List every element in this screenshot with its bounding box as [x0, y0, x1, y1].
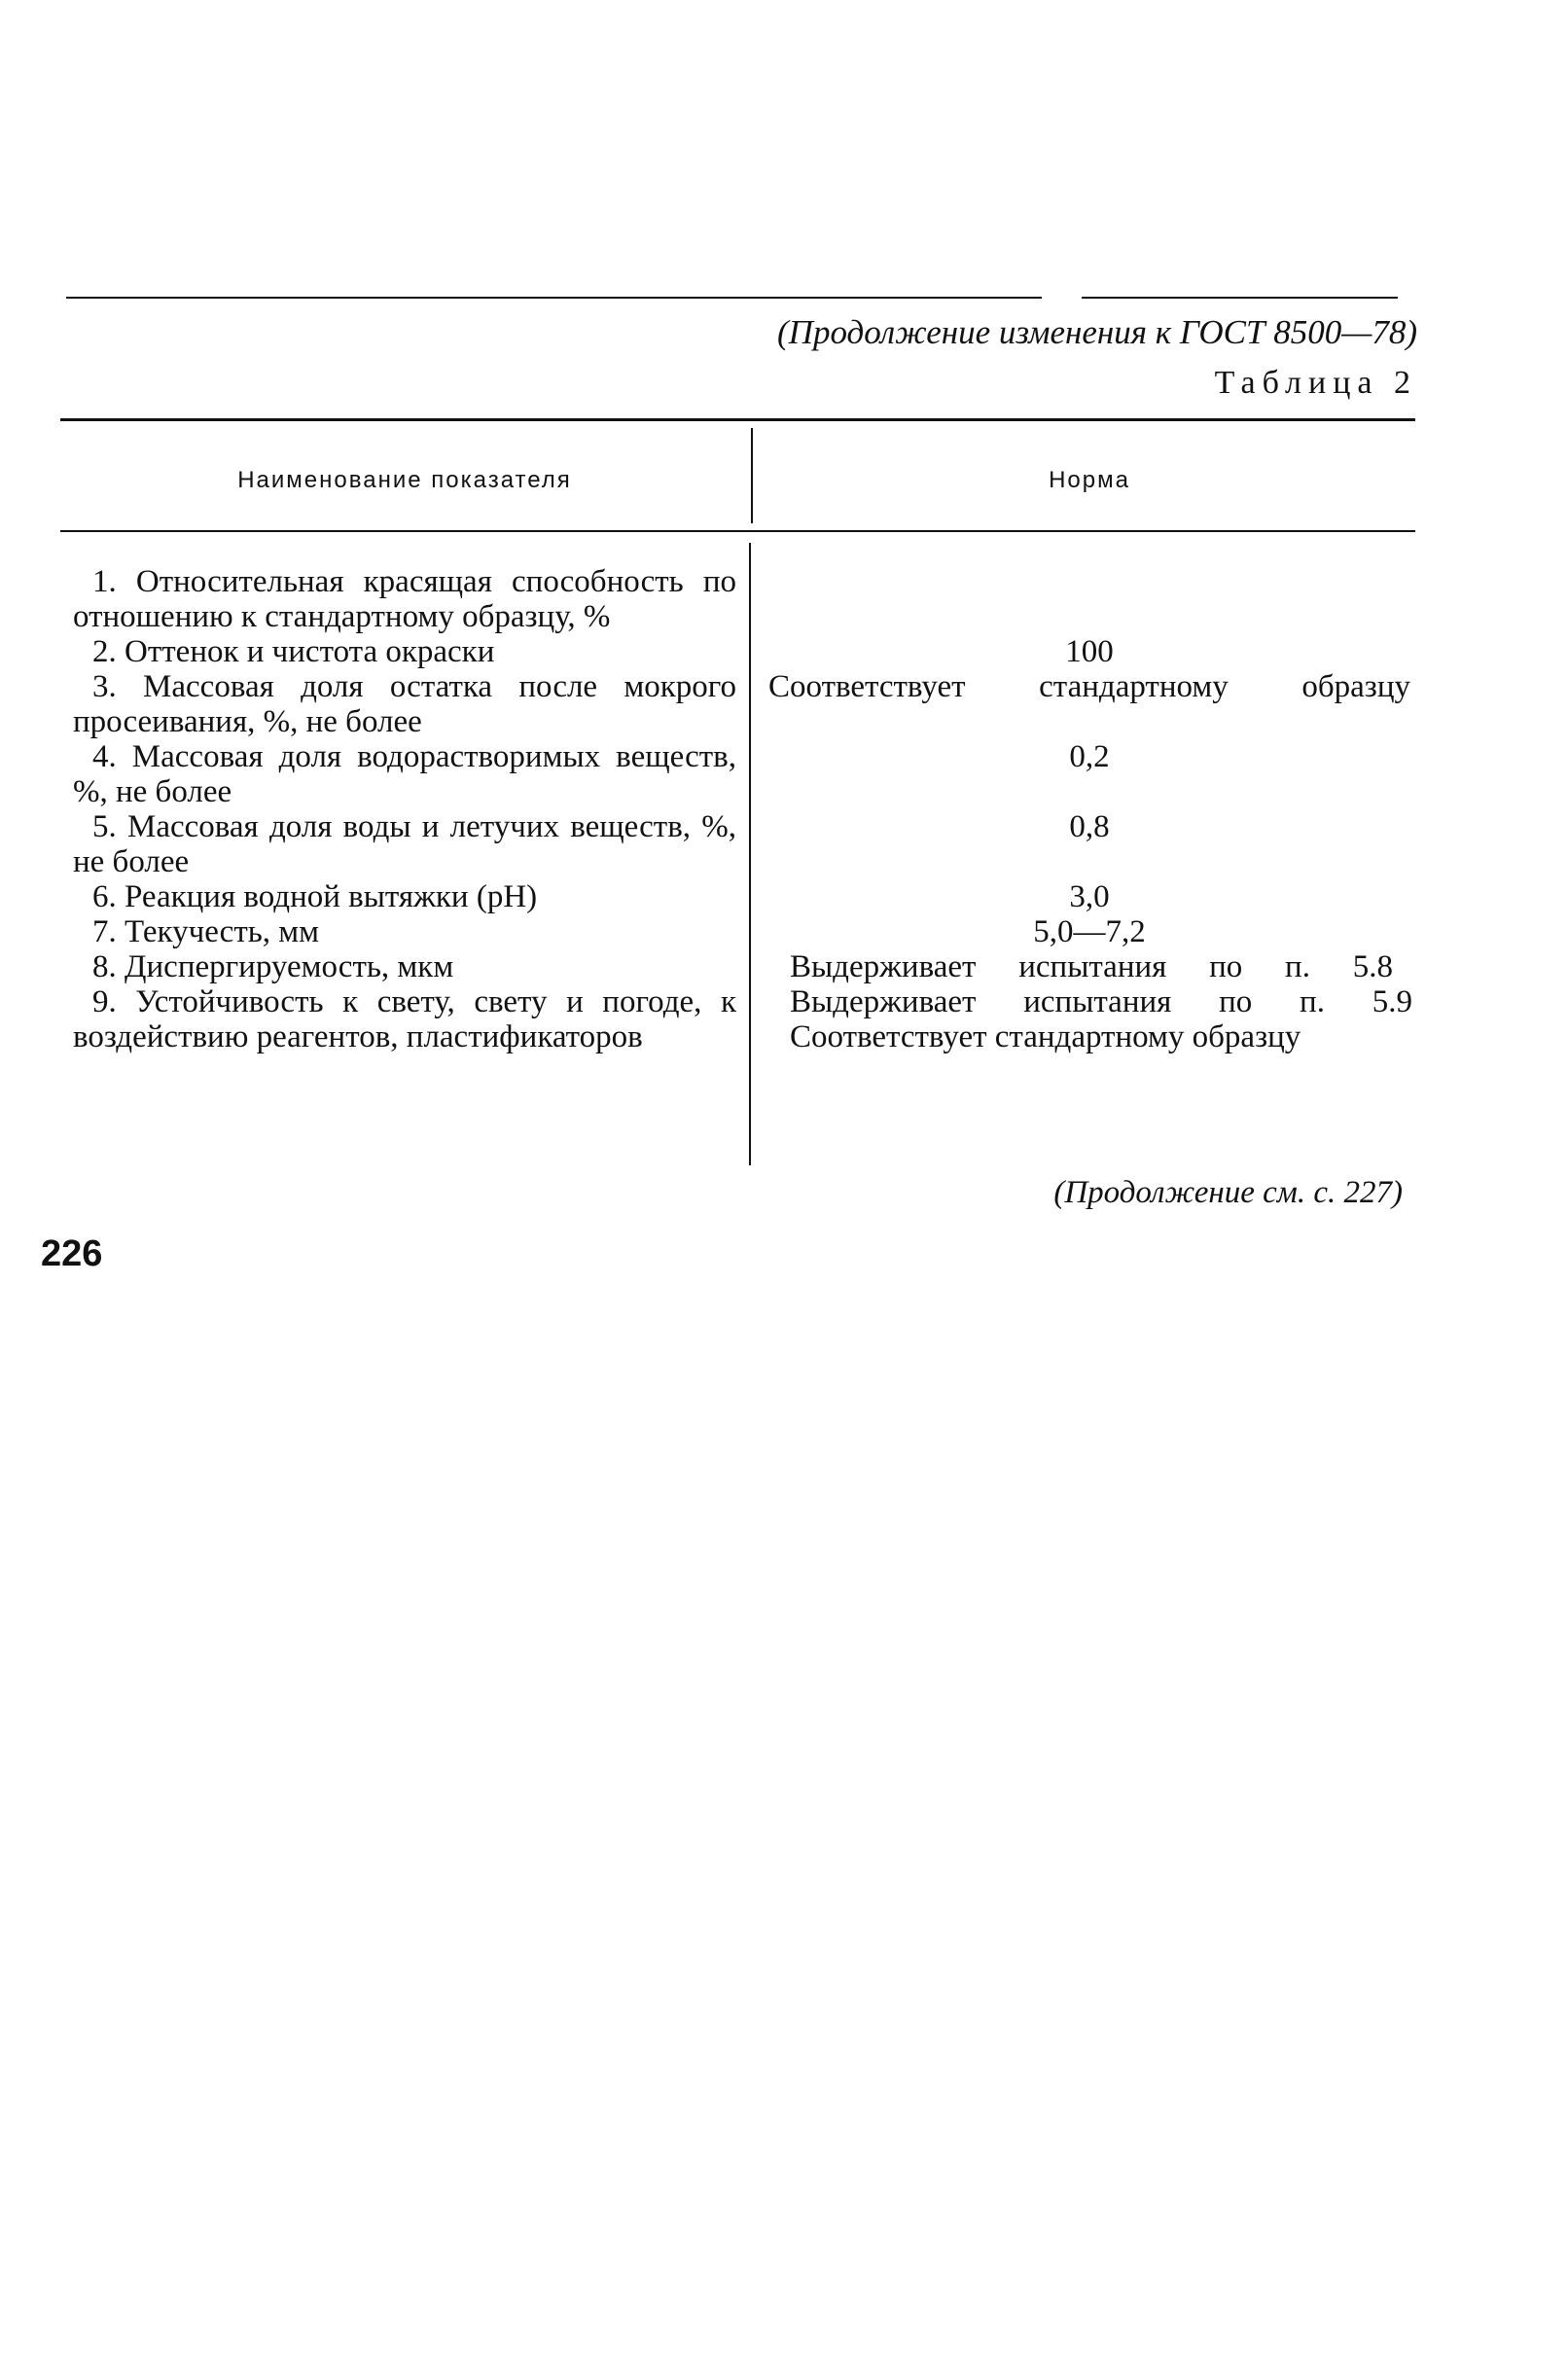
indicator-3: 3. Массовая доля остатка после мокрого просеивания, %, не более	[73, 669, 736, 739]
table-label: Таблица 2	[1214, 365, 1417, 401]
indicator-5: 5. Массовая доля воды и летучих веществ, %, не более	[73, 809, 736, 879]
indicator-4: 4. Массовая доля водорастворимых веществ, %, не более	[73, 739, 736, 809]
indicator-8: 8. Диспергируемость, мкм	[92, 949, 454, 984]
indicator-2: 2. Оттенок и чистота окраски	[92, 634, 495, 669]
continuation-footer: (Продолжение см. с. 227)	[1053, 1175, 1403, 1210]
page-number: 226	[41, 1233, 103, 1274]
indicator-1: 1. Относительная красящая способность по отношению к стандартному образцу, %	[73, 564, 736, 634]
top-rule-right	[1082, 297, 1398, 299]
norm-3: 0,2	[1069, 739, 1110, 774]
indicator-6: 6. Реакция водной вытяжки (pH)	[92, 879, 538, 914]
norm-5: 3,0	[1069, 879, 1110, 914]
norm-9: Соответствует стандартному образцу	[790, 1019, 1301, 1054]
column-divider-head	[751, 428, 753, 523]
table-top-rule	[60, 418, 1415, 421]
indicator-column	[73, 564, 736, 1054]
column-divider-body	[749, 543, 751, 1165]
column-header-norm: Норма	[1049, 467, 1130, 493]
norm-8: Выдерживает испытания по п. 5.9	[790, 984, 1412, 1019]
header-bottom-rule	[60, 530, 1415, 532]
indicator-9: 9. Устойчивость к свету, свету и погоде, к воздействию реагентов, пластификаторов	[73, 984, 736, 1054]
norm-7: Выдерживает испытания по п. 5.8	[790, 949, 1393, 984]
norm-6: 5,0—7,2	[1033, 914, 1146, 949]
norm-2: Соответствует стандартному образцу	[768, 669, 1410, 704]
continuation-header: (Продолжение изменения к ГОСТ 8500—78)	[777, 313, 1417, 351]
indicator-7: 7. Текучесть, мм	[92, 914, 320, 949]
norm-4: 0,8	[1069, 809, 1110, 844]
top-rule-left	[66, 297, 1042, 299]
norm-1: 100	[1065, 634, 1114, 669]
column-header-indicator: Наименование показателя	[237, 467, 572, 493]
